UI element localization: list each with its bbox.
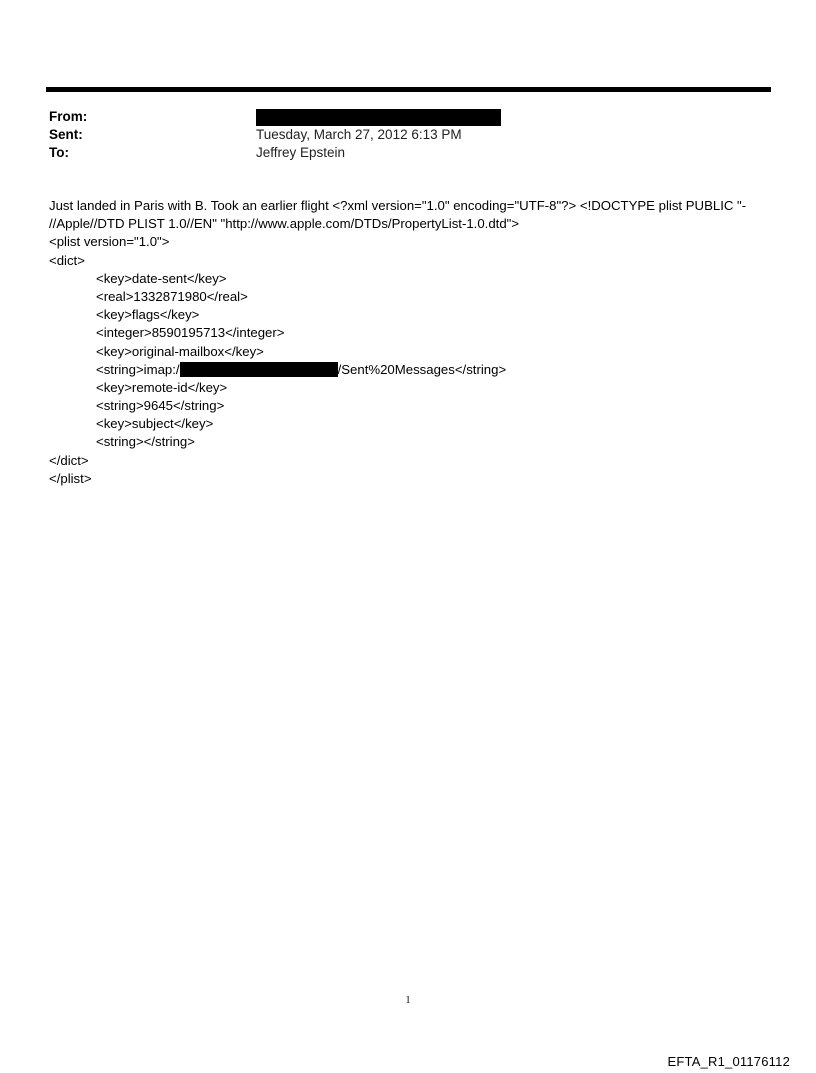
to-row	[49, 144, 749, 162]
body-line: <key>date-sent</key>	[96, 270, 227, 286]
from-row	[49, 108, 749, 126]
body-line: </plist>	[49, 470, 92, 486]
page-number: 1	[405, 995, 411, 1006]
document-id: EFTA_R1_01176112	[667, 1054, 790, 1069]
body-line-mailbox	[49, 361, 761, 379]
body-line: <key>original-mailbox</key>	[96, 343, 264, 359]
body-line: <integer>8590195713</integer>	[96, 325, 285, 341]
email-body	[49, 197, 761, 488]
body-line: <key>subject</key>	[96, 416, 214, 432]
sent-value: Tuesday, March 27, 2012 6:13 PM	[256, 127, 462, 142]
body-line: <string>9645</string>	[96, 398, 225, 414]
body-line: <key>remote-id</key>	[96, 379, 228, 395]
redaction-block	[256, 109, 501, 126]
body-line: </dict>	[49, 452, 89, 468]
from-value	[256, 108, 501, 126]
body-line: //Apple//DTD PLIST 1.0//EN" "http://www.apple.com/DTDs/PropertyList-1.0.dtd">	[49, 216, 520, 232]
sent-label: Sent:	[49, 127, 83, 142]
body-line: <key>flags</key>	[96, 307, 200, 323]
body-line: <plist version="1.0">	[49, 234, 170, 250]
redaction-block	[180, 362, 338, 377]
body-line: Just landed in Paris with B. Took an earlier flight <?xml version="1.0" encoding="UTF-8"?> <!DOCTYPE plist PUBLIC "-	[49, 198, 747, 213]
body-line: <real>1332871980</real>	[96, 288, 248, 304]
to-label: To:	[49, 145, 69, 160]
from-label: From:	[49, 109, 88, 124]
to-value: Jeffrey Epstein	[256, 145, 346, 160]
email-header	[49, 108, 749, 162]
body-line: <dict>	[49, 252, 85, 268]
sent-row	[49, 126, 749, 144]
mailbox-prefix: <string>imap:/	[96, 361, 180, 377]
mailbox-suffix: /Sent%20Messages</string>	[337, 361, 507, 377]
body-line: <string></string>	[96, 434, 195, 450]
header-rule	[46, 87, 771, 92]
